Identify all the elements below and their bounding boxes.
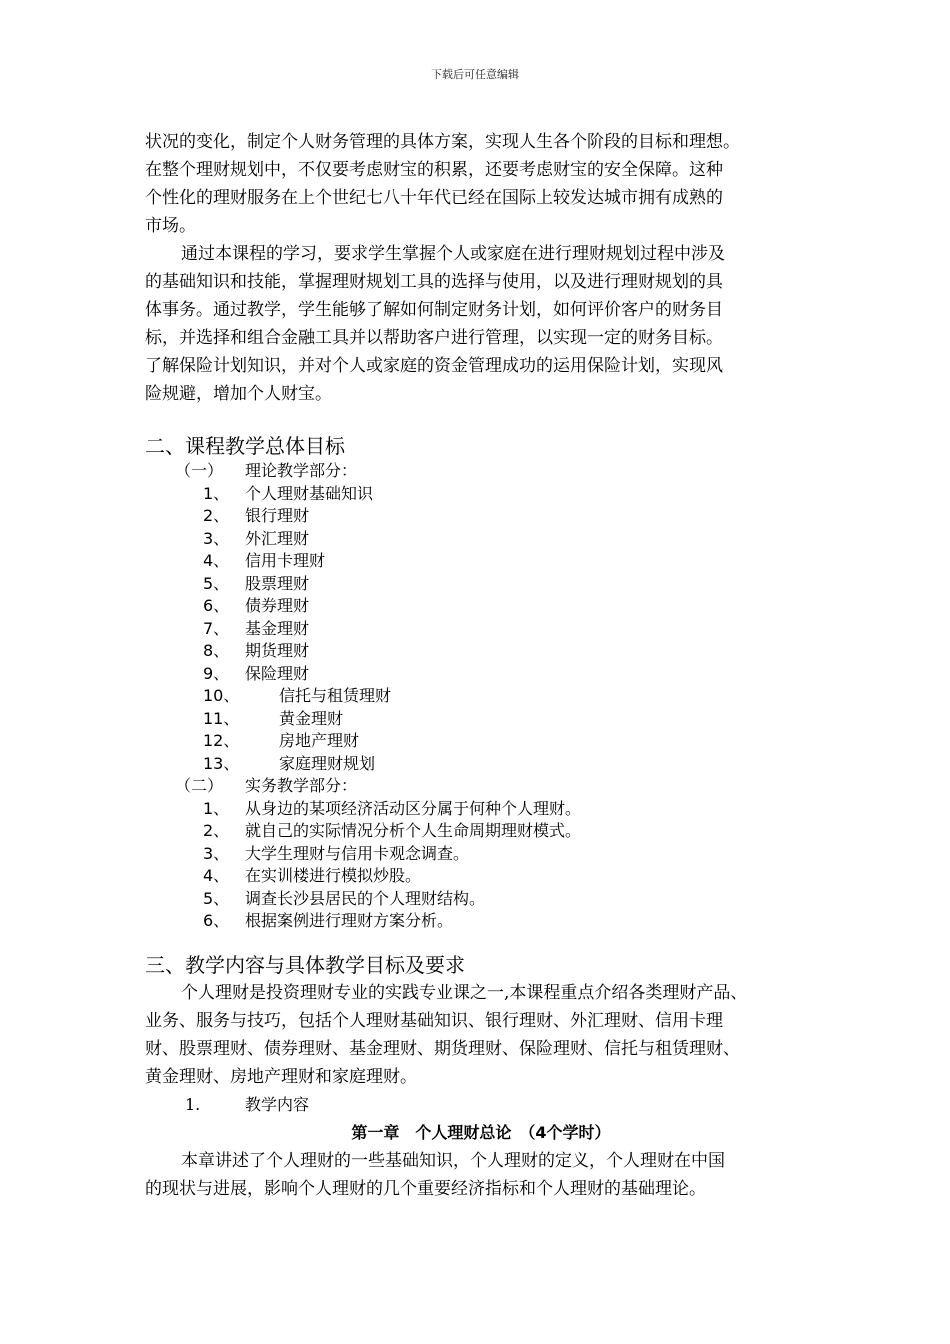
list-item-text: 家庭理财规划	[279, 753, 376, 773]
list-item	[145, 550, 817, 573]
list-item-number: 12、	[203, 731, 240, 750]
list-item	[145, 483, 817, 506]
list-item-number: 9、	[203, 663, 230, 683]
list-item-number: 10、	[203, 686, 240, 705]
list-item-text: 股票理财	[245, 573, 310, 593]
list-item-text: 就自己的实际情况分析个人生命周期理财模式。	[245, 821, 582, 840]
section2-heading: 二、课程教学总体目标	[145, 434, 345, 458]
para2-line: 标，并选择和组合金融工具并以帮助客户进行管理，以实现一定的财务目标。	[145, 328, 723, 348]
list-item-number: 6、	[203, 596, 230, 615]
list-item-text: 房地产理财	[279, 731, 360, 750]
list-item	[145, 798, 817, 821]
content-label: 教学内容	[245, 1094, 310, 1114]
intro-line: 个性化的理财服务在上个世纪七八十年代已经在国际上较发达城市拥有成熟的	[145, 188, 723, 208]
list-item	[145, 708, 817, 731]
list-item-number: 6、	[203, 911, 230, 930]
content-num: 1.	[185, 1094, 201, 1114]
list-item	[145, 573, 817, 596]
list-item-text: 信用卡理财	[245, 551, 326, 570]
para2-line: 通过本课程的学习，要求学生掌握个人或家庭在进行理财规划过程中涉及	[181, 244, 725, 264]
list-item-number: 4、	[203, 866, 230, 885]
theory-label: （一）	[175, 461, 224, 480]
list-item	[145, 730, 817, 753]
list-item-number: 8、	[203, 641, 230, 660]
list-item-text: 债券理财	[245, 596, 310, 615]
list-item-number: 1、	[203, 483, 230, 503]
para2-line: 险规避，增加个人财宝。	[145, 384, 332, 404]
list-item-text: 基金理财	[245, 618, 310, 638]
para2-line: 体事务。通过教学，学生能够了解如何制定财务计划，如何评价客户的财务目	[145, 300, 723, 320]
section3-line: 业务、服务与技巧，包括个人理财基础知识、银行理财、外汇理财、信用卡理	[145, 1010, 723, 1031]
list-item-number: 7、	[203, 618, 230, 638]
list-item-number: 11、	[203, 708, 240, 728]
theory-list	[145, 483, 817, 776]
list-item	[145, 888, 817, 911]
list-item-number: 5、	[203, 888, 230, 908]
para2-line: 的基础知识和技能，掌握理财规划工具的选择与使用，以及进行理财规划的具	[145, 272, 723, 292]
theory-title: 理论教学部分：	[245, 461, 358, 480]
list-item-number: 13、	[203, 753, 240, 773]
list-item-number: 1、	[203, 798, 230, 818]
list-item-text: 黄金理财	[279, 708, 344, 728]
chapter-line: 的现状与进展，影响个人理财的几个重要经济指标和个人理财的基础理论。	[145, 1178, 706, 1199]
para2-line: 了解保险计划知识，并对个人或家庭的资金管理成功的运用保险计划，实现风	[145, 356, 723, 376]
list-item-text: 在实训楼进行模拟炒股。	[245, 866, 422, 885]
list-item	[145, 685, 817, 708]
list-item	[145, 820, 817, 843]
practice-label: （二）	[175, 776, 224, 795]
intro-line: 在整个理财规划中，不仅要考虑财宝的积累，还要考虑财宝的安全保障。这种	[145, 160, 723, 180]
list-item-text: 银行理财	[245, 506, 310, 525]
list-item-number: 4、	[203, 551, 230, 570]
list-item-text: 保险理财	[245, 663, 310, 683]
list-item-number: 2、	[203, 506, 230, 525]
list-item	[145, 663, 817, 686]
list-item	[145, 753, 817, 776]
list-item-text: 外汇理财	[245, 528, 310, 548]
list-item-text: 大学生理财与信用卡观念调查。	[245, 843, 470, 863]
list-item	[145, 618, 817, 641]
list-item	[145, 528, 817, 551]
list-item	[145, 843, 817, 866]
document-body	[145, 128, 817, 1203]
theory-subheading	[145, 460, 817, 483]
list-item	[145, 865, 817, 888]
list-item-number: 3、	[203, 843, 230, 863]
chapter-title: 第一章 个人理财总论 （4个学时）	[351, 1122, 611, 1142]
list-item	[145, 595, 817, 618]
list-item	[145, 640, 817, 663]
practice-list	[145, 798, 817, 933]
intro-line: 市场。	[145, 216, 196, 236]
section3-line: 黄金理财、房地产理财和家庭理财。	[145, 1066, 417, 1087]
list-item-number: 3、	[203, 528, 230, 548]
page-header: 下载后可任意编辑	[431, 68, 519, 81]
list-item-text: 信托与租赁理财	[279, 686, 392, 705]
list-item-text: 调查长沙县居民的个人理财结构。	[245, 888, 486, 908]
intro-line: 状况的变化，制定个人财务管理的具体方案，实现人生各个阶段的目标和理想。	[145, 132, 740, 152]
section3-line: 个人理财是投资理财专业的实践专业课之一,本课程重点介绍各类理财产品、	[181, 982, 748, 1003]
practice-subheading	[145, 775, 817, 798]
list-item-text: 期货理财	[245, 641, 310, 660]
list-item	[145, 910, 817, 933]
chapter-line: 本章讲述了个人理财的一些基础知识，个人理财的定义，个人理财在中国	[181, 1150, 725, 1171]
section3-line: 财、股票理财、债券理财、基金理财、期货理财、保险理财、信托与租赁理财、	[145, 1038, 740, 1059]
list-item-text: 根据案例进行理财方案分析。	[245, 911, 454, 930]
list-item	[145, 505, 817, 528]
practice-title: 实务教学部分：	[245, 776, 358, 795]
list-item-text: 个人理财基础知识	[245, 483, 374, 503]
content-subheading	[145, 1091, 817, 1119]
section3-heading: 三、教学内容与具体教学目标及要求	[145, 952, 465, 977]
list-item-text: 从身边的某项经济活动区分属于何种个人理财。	[245, 798, 582, 818]
list-item-number: 2、	[203, 821, 230, 840]
list-item-number: 5、	[203, 573, 230, 593]
